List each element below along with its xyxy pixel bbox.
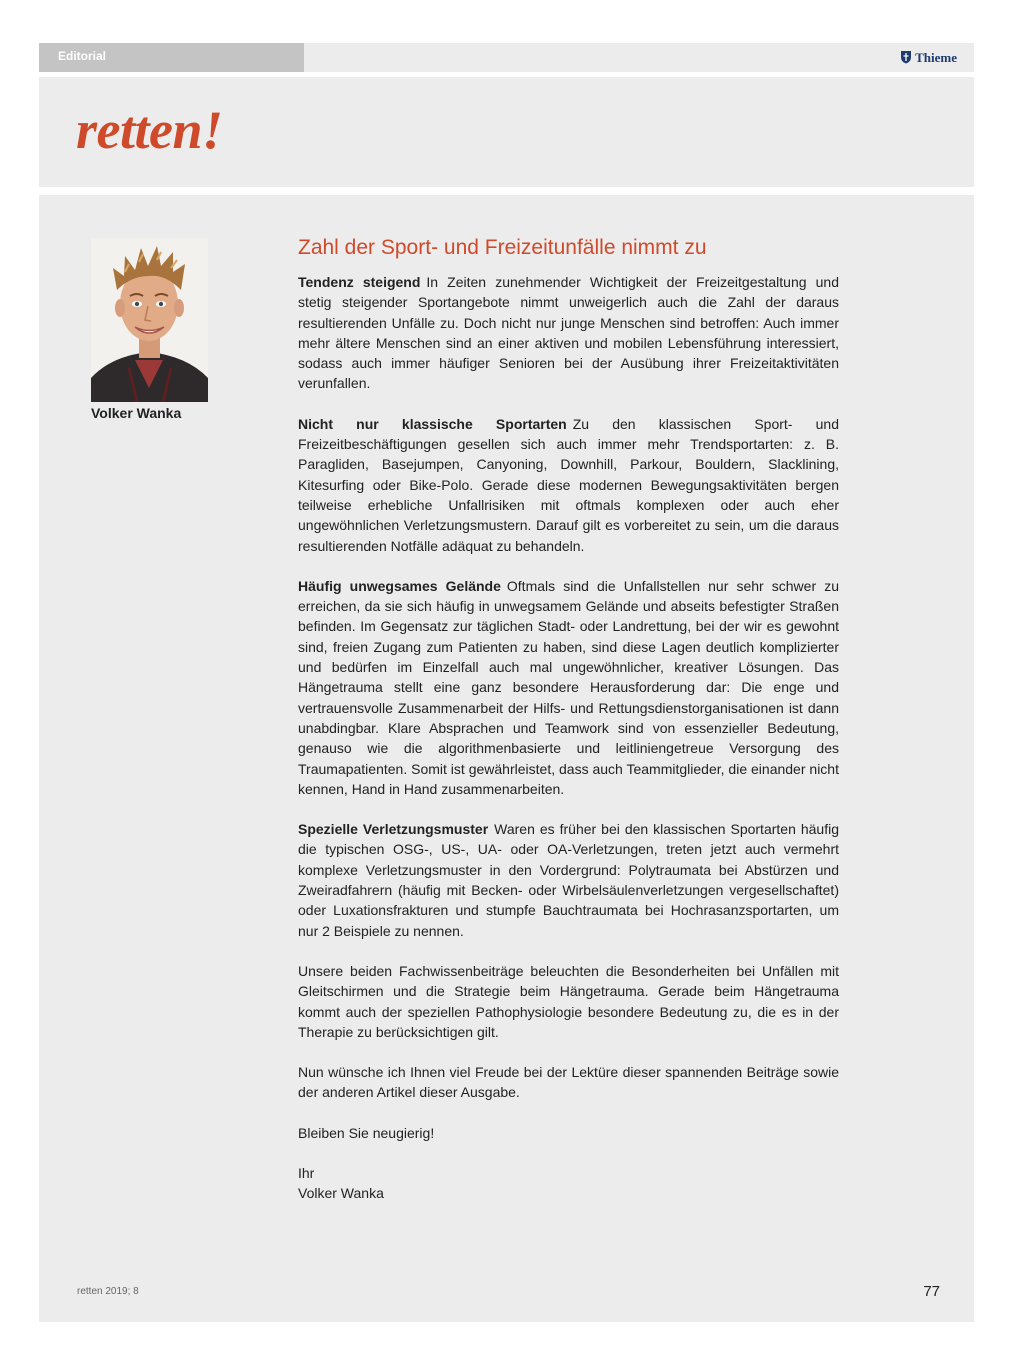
paragraph-lead: Spezielle Verletzungsmuster: [298, 821, 489, 838]
paragraph-text: Waren es früher bei den klassischen Sportarten häufig die typischen OSG-, US-, UA- oder OA-Verletzungen, treten jetzt auch vermehrt komplexe Verletzungsmuster in den Vordergrund: Polytraumata bei Abstürzen und Zweiradfahrern (häufig mit Becken- oder Wirbelsäulenverletzungen vergesellschaftet) oder Luxationsfrakturen und stumpfe Bauchtraumata bei Hochrasanzsportarten, um nur 2 Beispiele zu nennen.: [298, 821, 839, 939]
closing-paragraph: Bleiben Sie neugierig!: [298, 1124, 435, 1141]
page-number: 77: [923, 1283, 940, 1300]
paragraph-text: Zu den klassischen Sport- und Freizeitbeschäftigungen gesellen sich auch immer mehr Trendsportarten: z. B. Paragliden, Basejumpen, Canyoning, Downhill, Parkour, Bouldern, Slacklining, Kitesurfing oder Bike-Polo. Gerade diese modernen Bewegungsaktivitäten bergen teilweise erhebliche Unfallrisiken mit oftmals komplexen oder auch eher ungewöhnlichen Verletzungsmustern. Darauf gilt es vorbereitet zu sein, um die daraus resultierenden Notfälle adäquat zu behandeln.: [298, 415, 839, 554]
journal-citation: retten 2019; 8: [77, 1286, 139, 1297]
article-paragraph: [298, 414, 839, 556]
paragraph-text: Oftmals sind die Unfallstellen nur sehr schwer zu erreichen, da sie sich häufig in unwegsamem Gelände und abseits befestigter Straßen befinden. Im Gegensatz zur täglichen Stadt- oder Landrettung, bei der wir es gewohnt sind, freien Zugang zum Patienten zu haben, sind diese Lagen deutlich komplizierter und bedürfen im Einzelfall auch mal ungewöhnlicher, kreativer Lösungen. Das Hängetrauma stellt eine ganz besondere Herausforderung dar: Die enge und vertrauensvolle Zusammenarbeit der Hilfs- und Rettungsdienstorganisationen ist dann unabdingbar. Klare Absprachen und Teamwork sind von essenzieller Bedeutung, genauso wie die algorithmenbasierte und leitliniengetreue Versorgung des Traumapatienten. Somit ist gewährleistet, dass auch Teammitglieder, die einander nicht kennen, Hand in Hand zusammenarbeiten.: [298, 577, 839, 797]
author-photo: [91, 238, 208, 402]
paragraph-text: In Zeiten zunehmender Wichtigkeit der Freizeitgestaltung und stetig steigender Sportangebote nimmt unweigerlich auch die Zahl der daraus resultierenden Unfälle zu. Doch nicht nur junge Menschen sind betroffen: Auch immer mehr ältere Menschen sind an einer aktiven und mobilen Lebensführung interessiert, sodass auch immer häufiger Senioren bei der Ausübung ihrer Freizeitaktivitäten verunfallen.: [298, 274, 839, 392]
paragraph-lead: Häufig unwegsames Gelände: [298, 577, 501, 594]
author-caption: Volker Wanka: [91, 405, 182, 421]
article: [298, 233, 839, 1204]
masthead: [39, 77, 974, 187]
article-headline: Zahl der Sport- und Freizeitunfälle nimmt zu: [298, 236, 707, 259]
editorial-body: [39, 195, 974, 1322]
thieme-crest-icon: [900, 49, 912, 68]
magazine-logo: retten!: [76, 100, 223, 160]
section-label: Editorial: [39, 43, 304, 72]
signoff-greeting: Ihr: [298, 1164, 315, 1181]
running-header: [39, 43, 974, 72]
closing-paragraph: Unsere beiden Fachwissenbeiträge beleuchten die Besonderheiten bei Unfällen mit Gleitschirmen und die Strategie beim Hängetrauma. Gerade beim Hängetrauma kommt auch der speziellen Pathophysiologie besondere Bedeutung zu, die es in der Therapie zu berücksichtigen gilt.: [298, 962, 839, 1040]
publisher-name: Thieme: [915, 50, 957, 65]
paragraph-lead: Tendenz steigend: [298, 274, 421, 290]
signoff-name: Volker Wanka: [298, 1185, 384, 1202]
closing-paragraph: Nun wünsche ich Ihnen viel Freude bei der Lektüre dieser spannenden Beiträge sowie der anderen Artikel dieser Ausgabe.: [298, 1064, 839, 1101]
paragraph-lead: Nicht nur klassische Sportarten: [298, 415, 567, 432]
article-paragraph: [298, 576, 839, 799]
article-paragraph: [298, 272, 839, 394]
article-paragraph: [298, 819, 839, 941]
publisher-logo: [900, 48, 957, 68]
